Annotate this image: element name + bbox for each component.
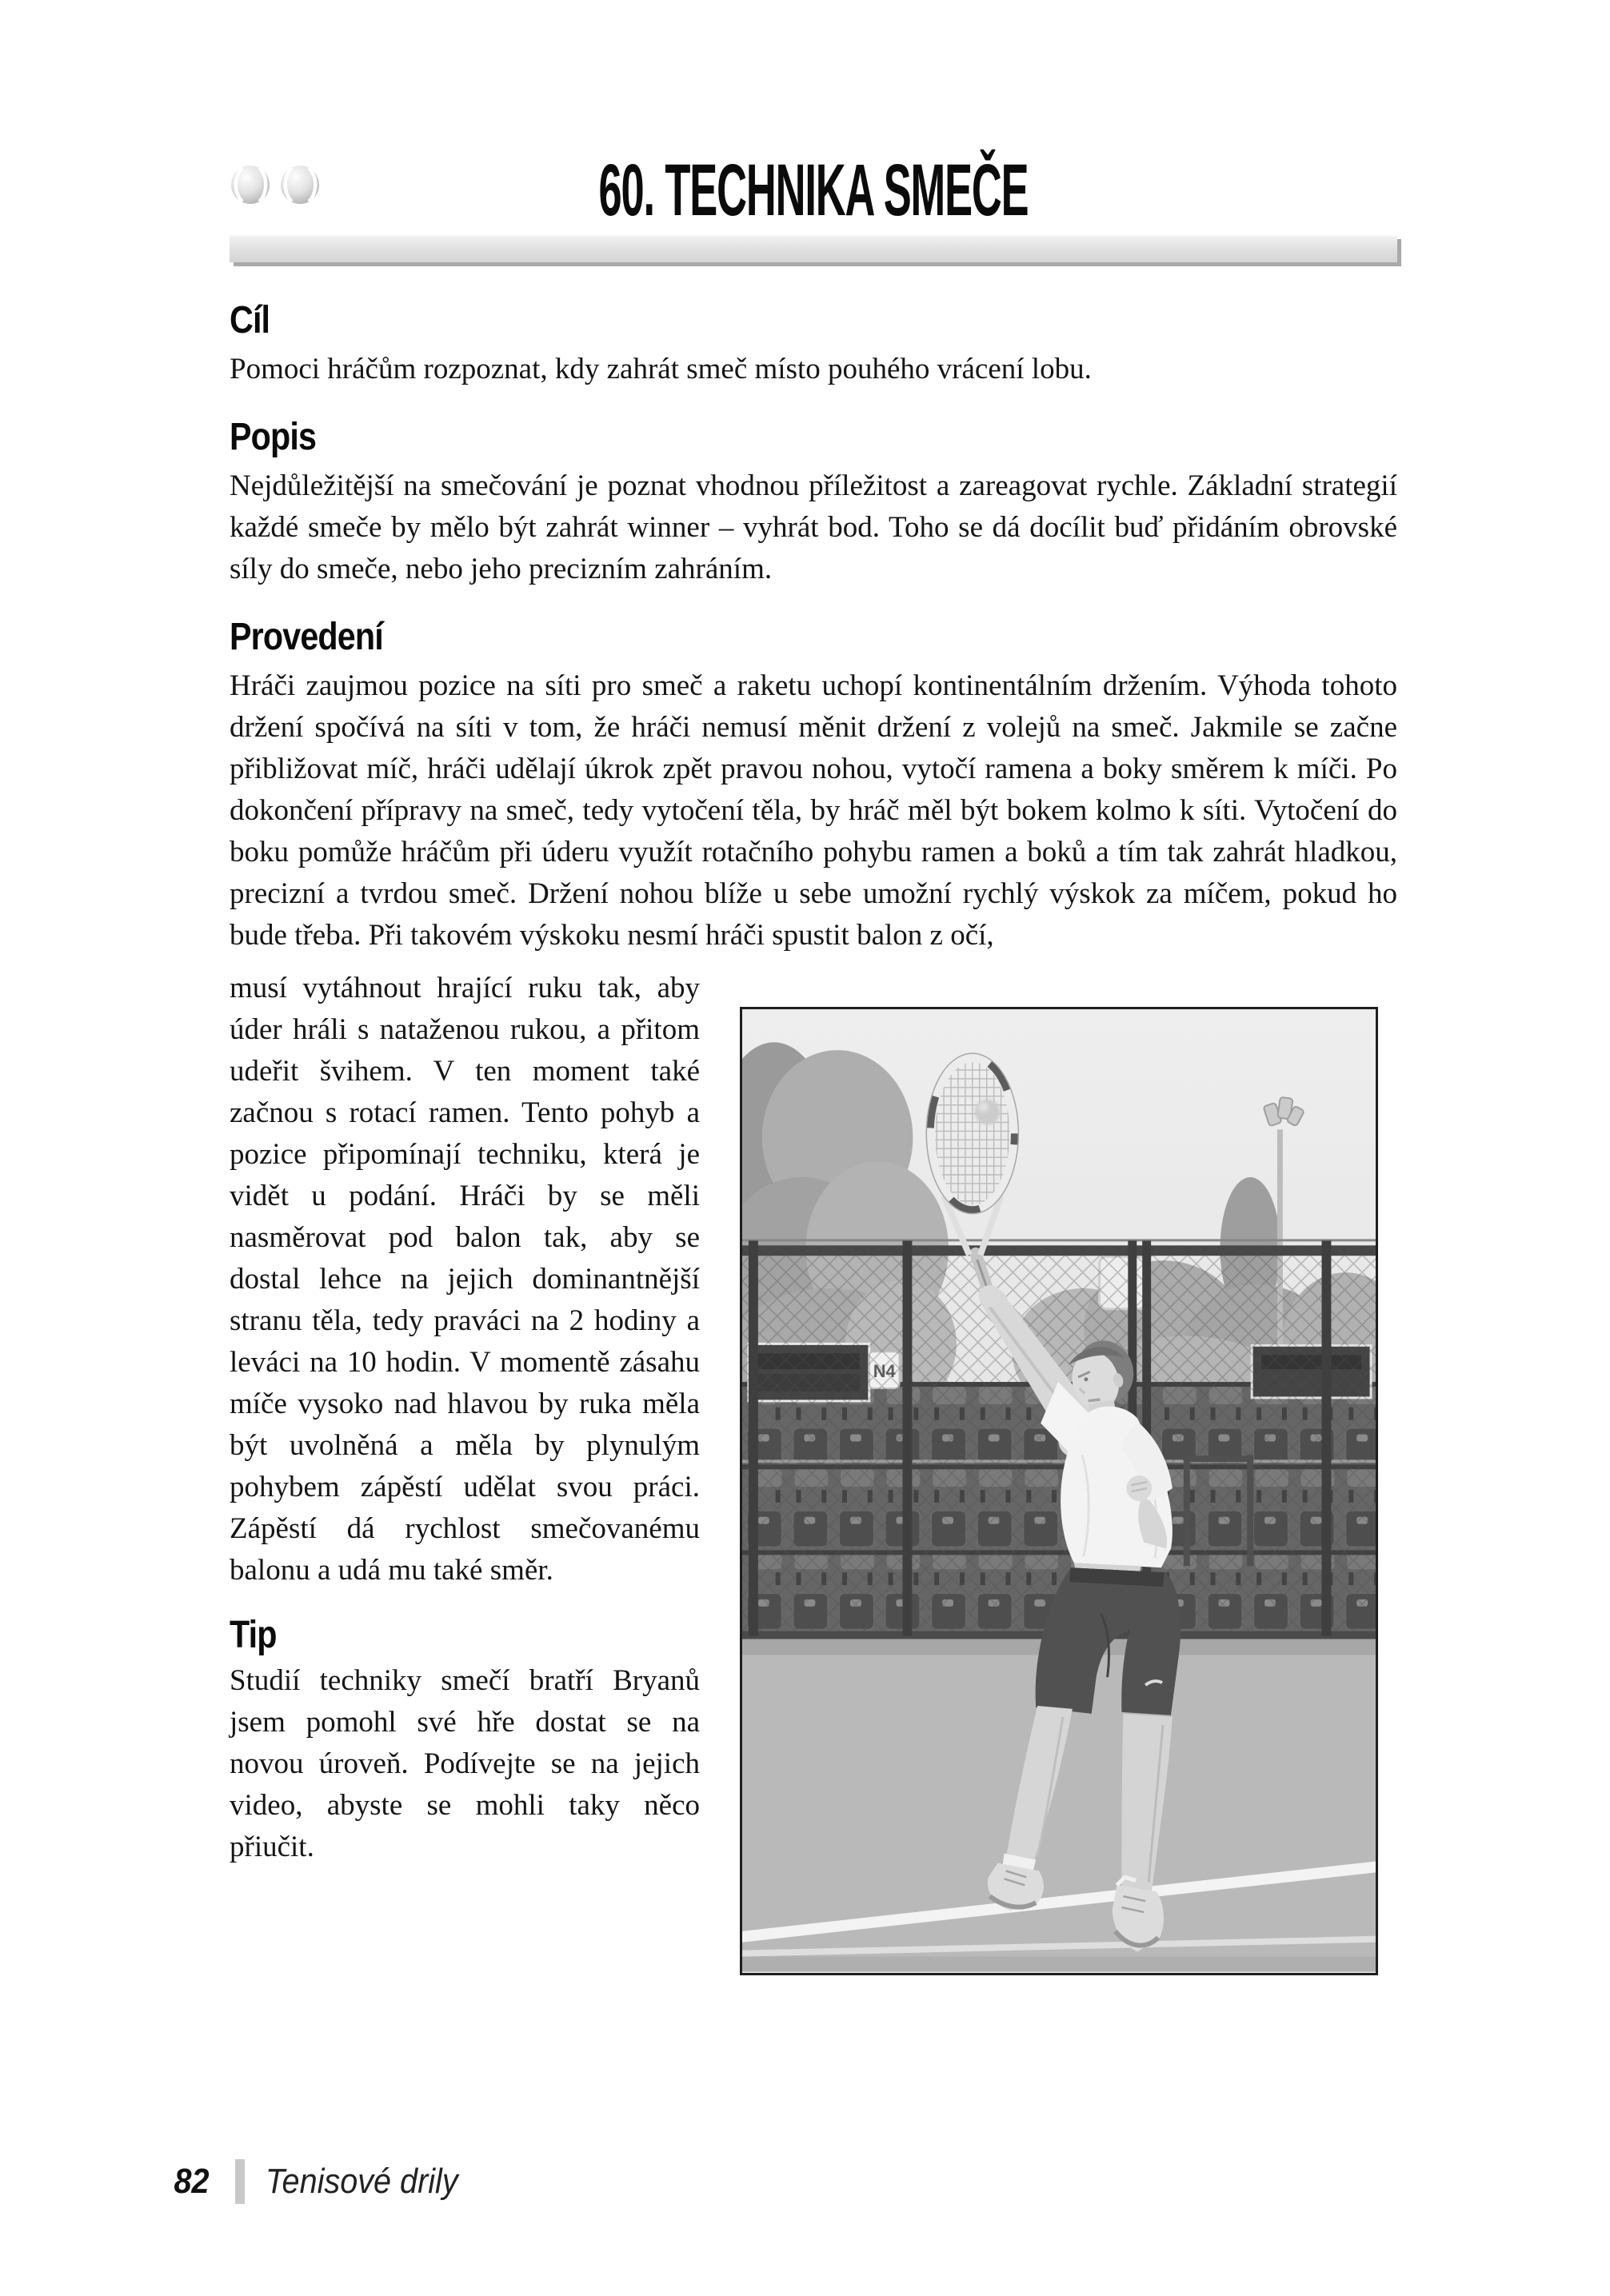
section-body-tip: Studií techniky smečí bratří Bryanů jsem pomohl své hře dostat se na novou úroveň. Podívejte se na jejich video, abyste se mohli taky něco přiučit.	[230, 1664, 700, 1863]
section-heading-tip: Tip	[230, 1614, 277, 1656]
section-body-provedeni-full: Hráči zaujmou pozice na síti pro smeč a raketu uchopí kontinentálním držením. Výhoda tohoto držení spočívá na síti v tom, že hráči nemusí měnit držení z volejů na smeč. Jakmile se začne přibližovat míč, hráči udělají úkrok zpět pravou nohou, vytočí ramena a boky směrem k míči. Po dokončení přípravy na smeč, tedy vytočení těla, by hráč měl být bokem kolmo k síti. Vytočení do boku pomůže hráčům při úderu využít rotačního pohybu ramen a boků a tím tak zahrát hladkou, precizní a tvrdou smeč. Držení nohou blíže u sebe umožní rychlý výskok za míčem, pokud ho bude třeba. Při takovém výskoku nesmí hráči spustit balon z očí,	[230, 669, 1397, 952]
section-body-provedeni-column: musí vytáhnout hrající ruku tak, aby úder hráli s nataženou rukou, a přitom udeřit švihem. V ten moment také začnou s rotací ramen. Tento pohyb a pozice připomínají techniku, která je vidět u podání. Hráči by se měli nasměrovat pod balon tak, aby se dostal lehce na jejich dominantnější stranu těla, tedy praváci na 2 hodiny a leváci na 10 hodin. V momentě zásahu míče vysoko nad hlavou by ruka měla být uvolněná a měla by plynulým pohybem zápěstí udělat svou práci. Zápěstí dá rychlost smečovanému balonu a udá mu také směr.	[230, 972, 700, 1587]
section-body-cil: Pomoci hráčům rozpoznat, kdy zahrát smeč místo pouhého vrácení lobu.	[230, 353, 1092, 385]
tennis-smash-photo	[740, 1007, 1378, 1975]
page-footer	[172, 2159, 479, 2204]
section-heading-provedeni: Provedení	[230, 616, 383, 658]
chapter-title: 60. TECHNIKA SMEČE	[598, 150, 1029, 231]
page-number: 82	[174, 2162, 210, 2201]
column-gap	[700, 963, 740, 1975]
chapter-header	[230, 150, 1397, 231]
page-content	[230, 0, 1397, 1975]
tennis-ball-icons	[230, 163, 321, 208]
tennis-ball-icon	[279, 163, 321, 208]
text-photo-columns	[230, 963, 1397, 1975]
tennis-ball-icon	[230, 163, 271, 208]
left-text-column	[230, 963, 700, 1975]
tennis-smash-illustration	[742, 1009, 1376, 1973]
section-heading-cil: Cíl	[230, 299, 270, 341]
section-heading-popis: Popis	[230, 416, 317, 458]
footer-divider	[235, 2159, 245, 2204]
section-body-popis: Nejdůležitější na smečování je poznat vhodnou příležitost a zareagovat rychle. Základní strategií každé smeče by mělo být zahrát winner – vyhrát bod. Toho se dá docílit buď přidáním obrovské síly do smeče, nebo jeho precizním zahráním.	[230, 469, 1397, 585]
book-title: Tenisové drily	[265, 2162, 458, 2201]
header-divider-bar	[230, 235, 1397, 262]
